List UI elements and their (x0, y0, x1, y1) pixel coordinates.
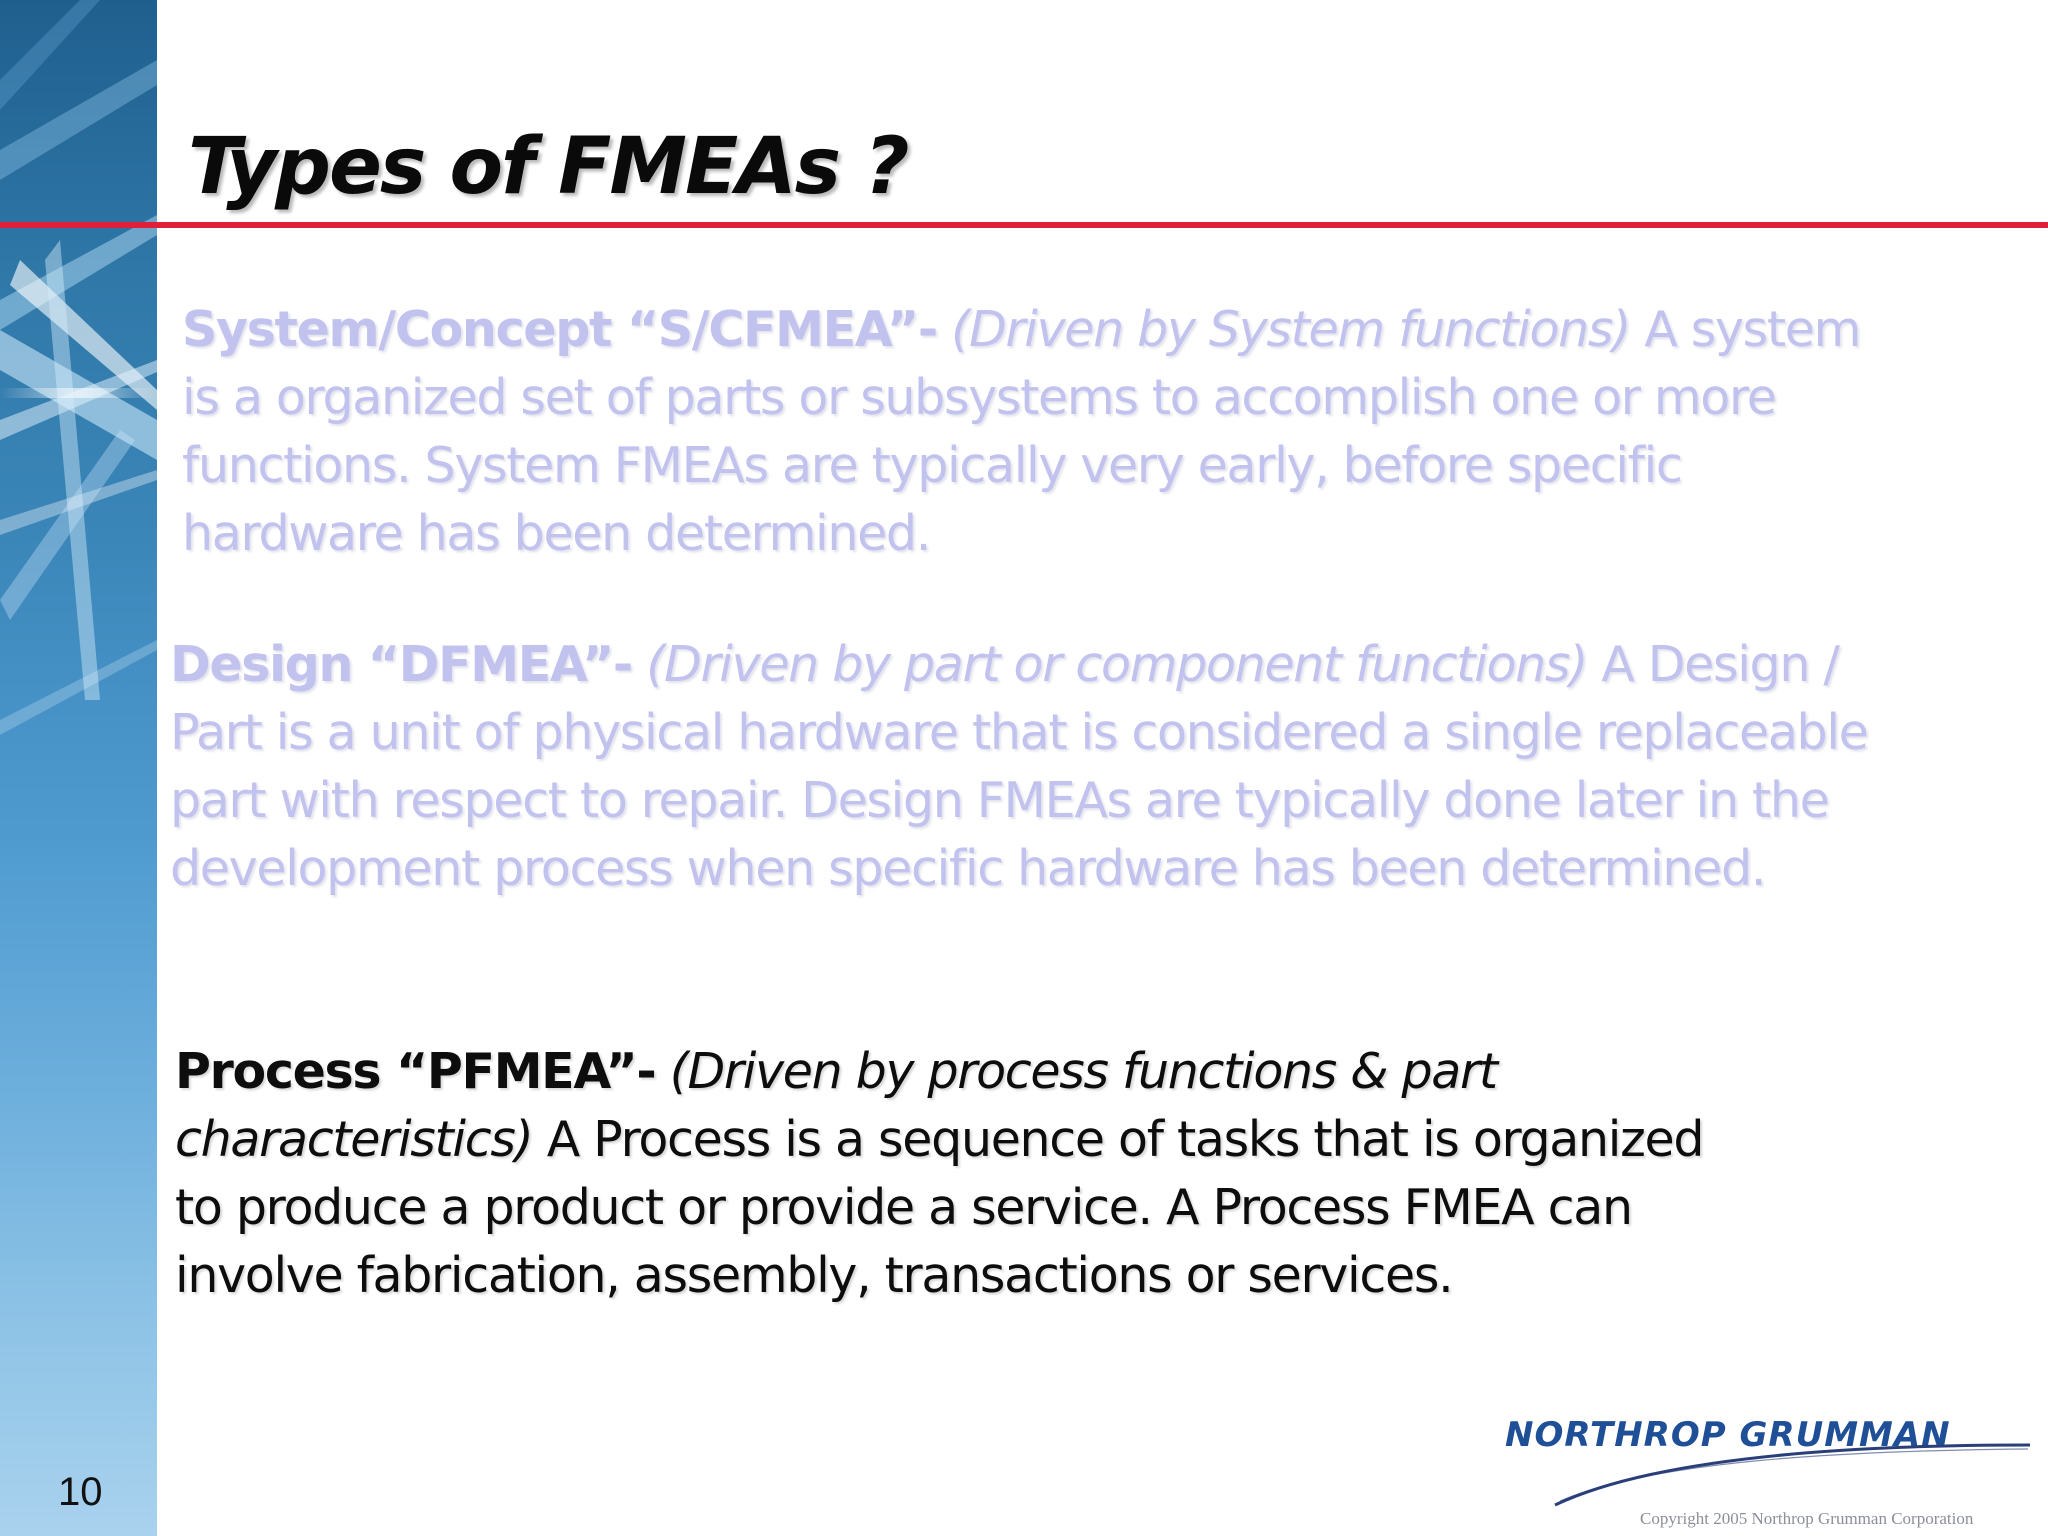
process-fmea-term: Process “PFMEA”- (175, 1043, 656, 1100)
light-streaks-graphic (0, 0, 157, 1536)
process-fmea-driver: (Driven by process functions & part characteristics) (175, 1043, 1497, 1168)
design-fmea-driver: (Driven by part or component functions) (646, 636, 1587, 693)
logo-wordmark: NORTHROP GRUMMAN (1505, 1415, 1951, 1455)
design-fmea-paragraph (170, 631, 1870, 903)
system-fmea-paragraph (182, 296, 1902, 568)
process-fmea-paragraph (175, 1038, 1755, 1310)
title-divider (0, 222, 2048, 228)
system-fmea-description: A system is a organized set of parts or subsystems to accomplish one or more functions. System FMEAs are typically very early, before specific hardware has been determined. (182, 301, 1861, 562)
design-fmea-term: Design “DFMEA”- (170, 636, 632, 693)
process-fmea-description: A Process is a sequence of tasks that is organized to produce a product or provide a service. A Process FMEA can involve fabrication, assembly, transactions or services. (175, 1111, 1704, 1304)
system-fmea-driver: (Driven by System functions) (951, 301, 1630, 358)
decorative-sidebar (0, 0, 157, 1536)
copyright-notice: Copyright 2005 Northrop Grumman Corporation (1640, 1509, 1974, 1528)
slide-number: 10 (58, 1470, 103, 1514)
slide-title: Types of FMEAs ? (188, 122, 908, 212)
design-fmea-description: A Design / Part is a unit of physical hardware that is considered a single replaceable part with respect to repair. Design FMEAs are typically done later in the development process when specific hardware has been determined. (170, 636, 1868, 897)
company-logo (1500, 1405, 2040, 1535)
system-fmea-term: System/Concept “S/CFMEA”- (182, 301, 937, 358)
